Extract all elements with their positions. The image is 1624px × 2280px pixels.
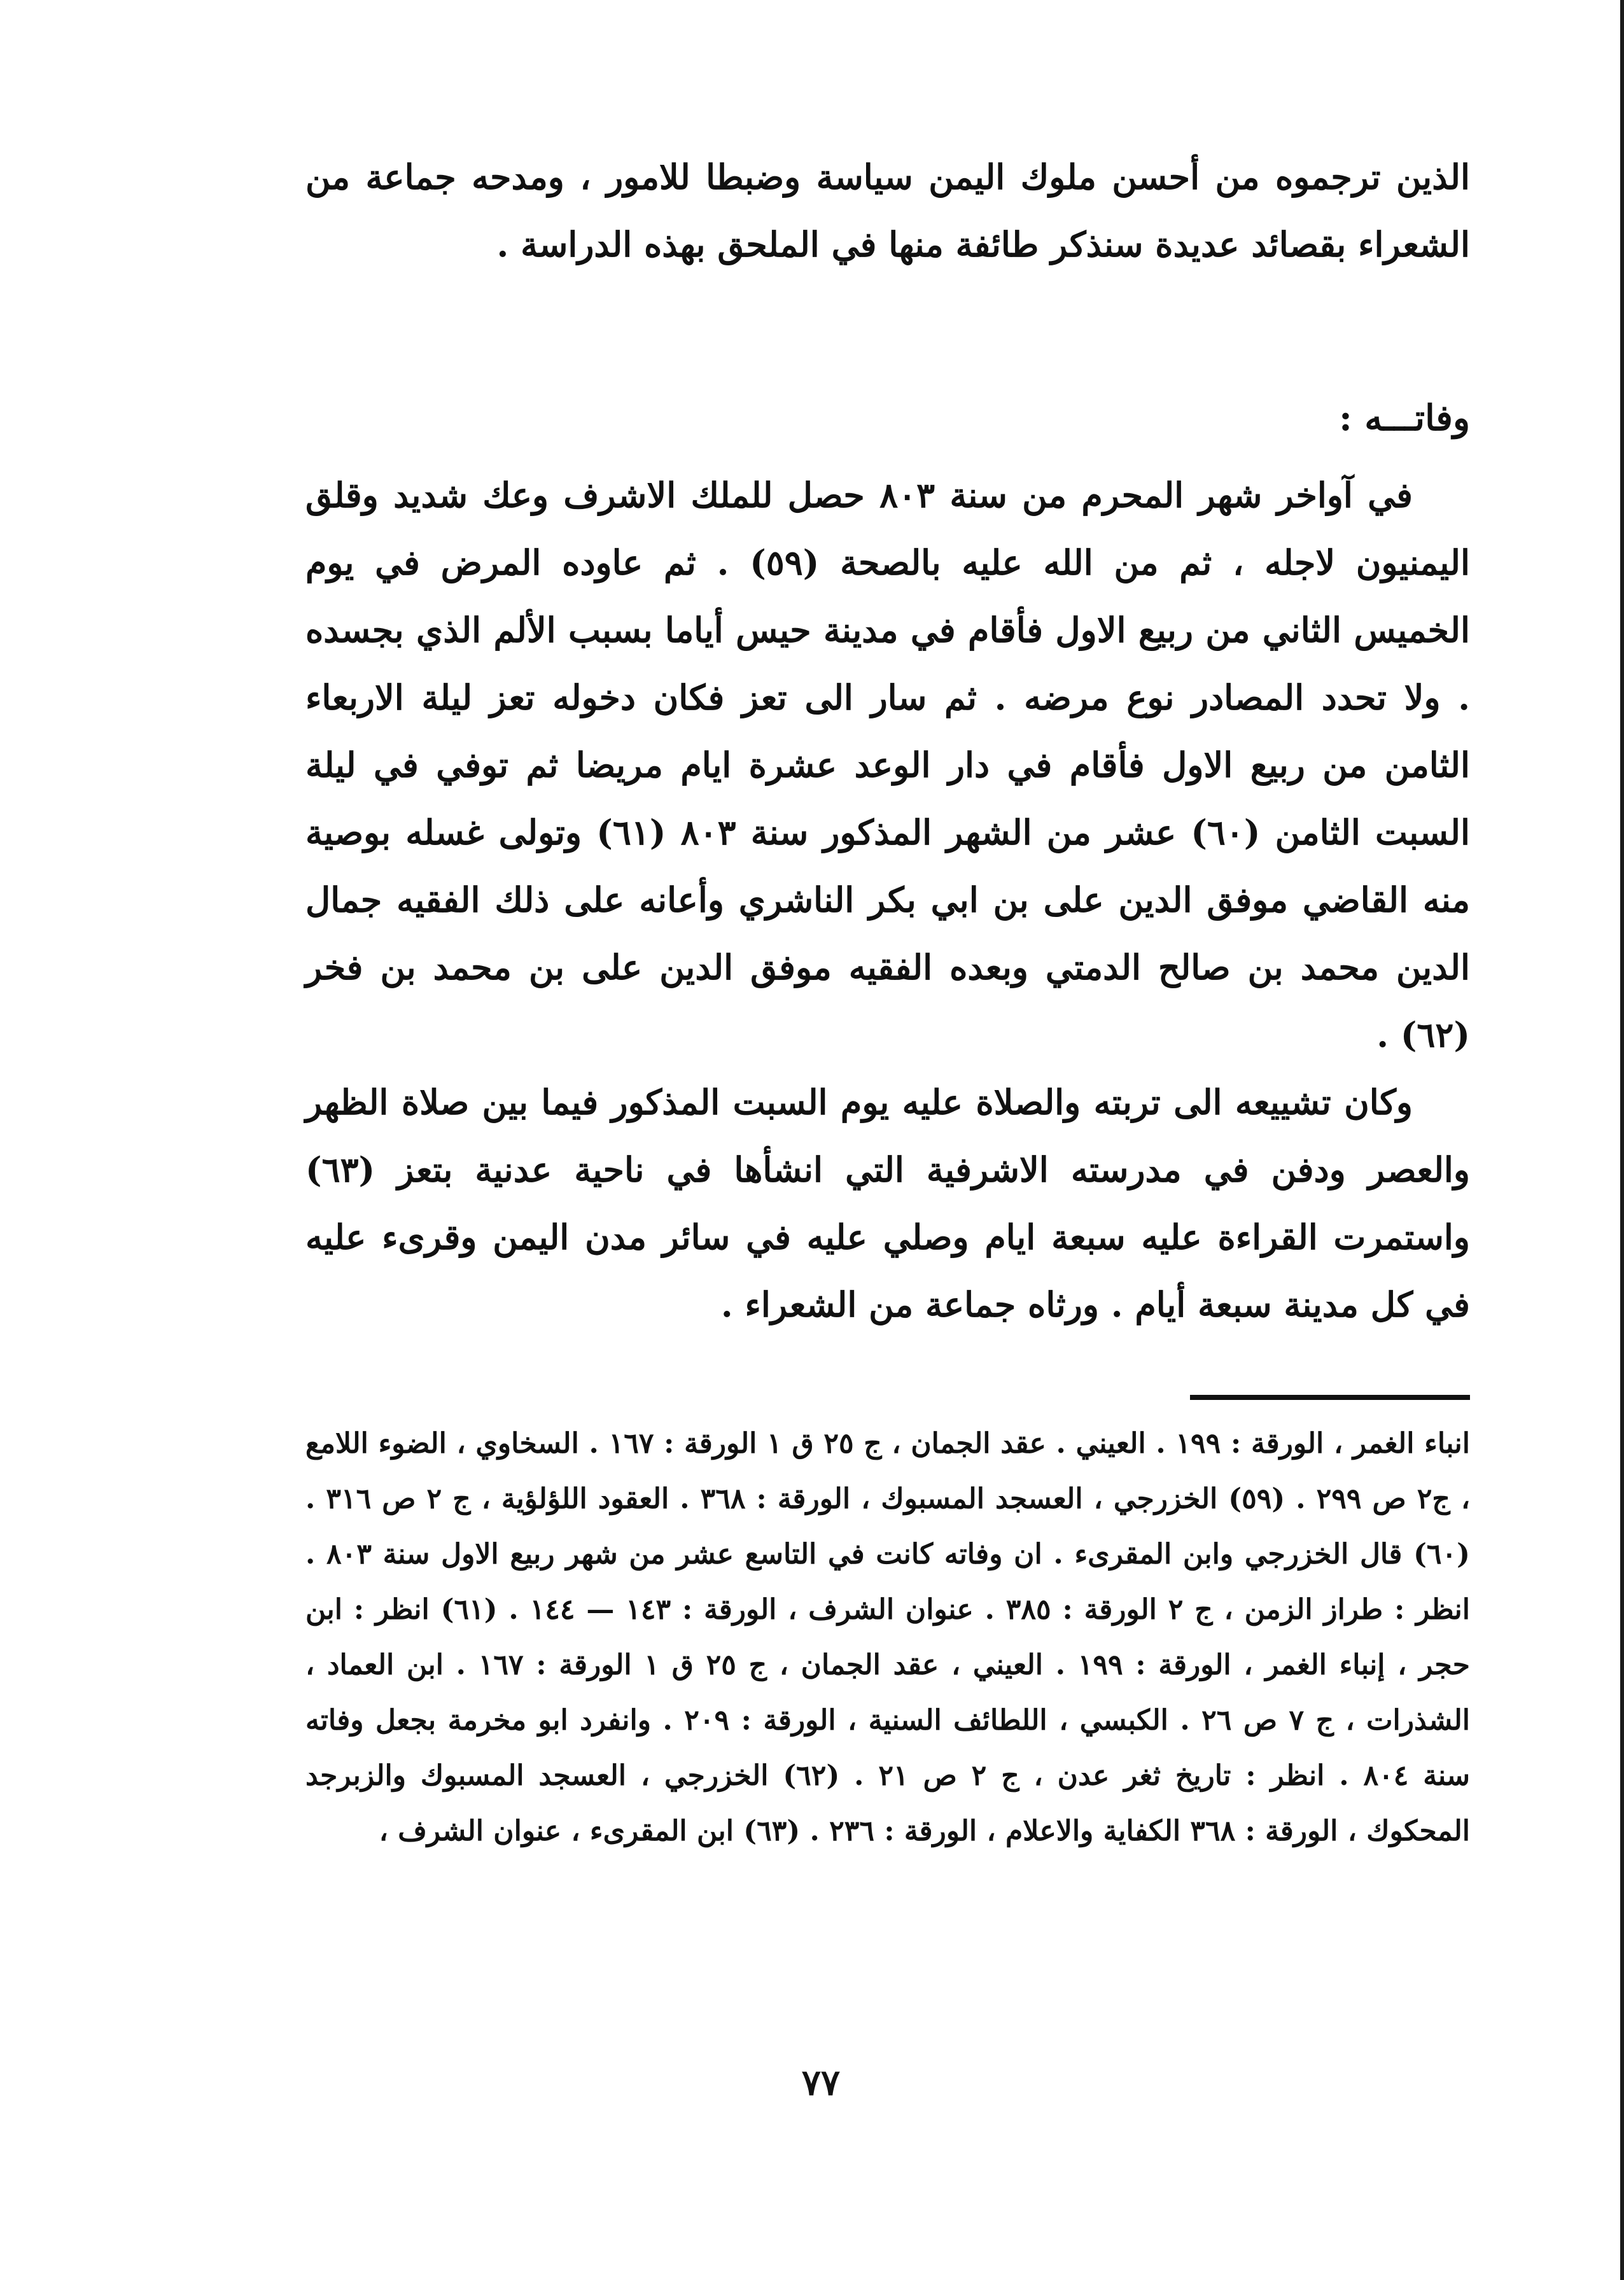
- footnotes: [305, 1416, 1470, 1859]
- footnote-separator: [1190, 1395, 1470, 1400]
- body-text: [305, 461, 1470, 1338]
- page-number: ٧٧: [801, 2062, 841, 2104]
- section-heading: وفاتـــه :: [1339, 397, 1470, 439]
- page-edge: [1620, 0, 1624, 2280]
- paragraph-funeral: وكان تشييعه الى تربته والصلاة عليه يوم السبت المذكور فيما بين صلاة الظهر والعصر ودفن في مدرسته الاشرفية التي انشأها في ناحية عدنية بتعز (٦٣) واستمرت القراءة عليه سبعة ايام وصلي عليه في سائر مدن اليمن وقرىء عليه في كل مدينة سبعة أيام . ورثاه جماعة من الشعراء .: [305, 1082, 1470, 1325]
- footnotes-text: انباء الغمر ، الورقة : ١٩٩ . العيني . عقد الجمان ، ج ٢٥ ق ١ الورقة : ١٦٧ . السخاوي ، الضوء اللامع ، ج٢ ص ٢٩٩ . (٥٩) الخزرجي ، العسجد المسبوك ، الورقة : ٣٦٨ . العقود اللؤلؤية ، ج ٢ ص ٣١٦ . (٦٠) قال الخزرجي وابن المقرىء . ان وفاته كانت في التاسع عشر من شهر ربيع الاول سنة ٨٠٣ . انظر : طراز الزمن ، ج ٢ الورقة : ٣٨٥ . عنوان الشرف ، الورقة : ١٤٣ — ١٤٤ . (٦١) انظر : ابن حجر ، إنباء الغمر ، الورقة : ١٩٩ . العيني ، عقد الجمان ، ج ٢٥ ق ١ الورقة : ١٦٧ . ابن العماد ، الشذرات ، ج ٧ ص ٢٦ . الكبسي ، اللطائف السنية ، الورقة : ٢٠٩ . وانفرد ابو مخرمة بجعل وفاته سنة ٨٠٤ . انظر : تاريخ ثغر عدن ، ج ٢ ص ٢١ . (٦٢) الخزرجي ، العسجد المسبوك والزبرجد المحكوك ، الورقة : ٣٦٨ الكفاية والاعلام ، الورقة : ٢٣٦ . (٦٣) ابن المقرىء ، عنوان الشرف ،: [305, 1427, 1471, 1847]
- paragraph-death-account: في آواخر شهر المحرم من سنة ٨٠٣ حصل للملك الاشرف وعك شديد وقلق اليمنيون لاجله ، ثم من الله عليه بالصحة (٥٩) . ثم عاوده المرض في يوم الخميس الثاني من ربيع الاول فأقام في مدينة حيس أياما بسبب الألم الذي بجسده . ولا تحدد المصادر نوع مرضه . ثم سار الى تعز فكان دخوله تعز ليلة الاربعاء الثامن من ربيع الاول فأقام في دار الوعد عشرة ايام مريضا ثم توفي في ليلة السبت الثامن (٦٠) عشر من الشهر المذكور سنة ٨٠٣ (٦١) وتولى غسله بوصية منه القاضي موفق الدين على بن ابي بكر الناشري وأعانه على ذلك الفقيه جمال الدين محمد بن صالح الدمتي وبعده الفقيه موفق الدين على بن محمد بن فخر (٦٢) .: [305, 475, 1471, 1055]
- intro-text: الذين ترجموه من أحسن ملوك اليمن سياسة وضبطا للامور ، ومدحه جماعة من الشعراء بقصائد عديدة سنذكر طائفة منها في الملحق بهذه الدراسة .: [305, 157, 1470, 265]
- intro-paragraph: [305, 143, 1470, 278]
